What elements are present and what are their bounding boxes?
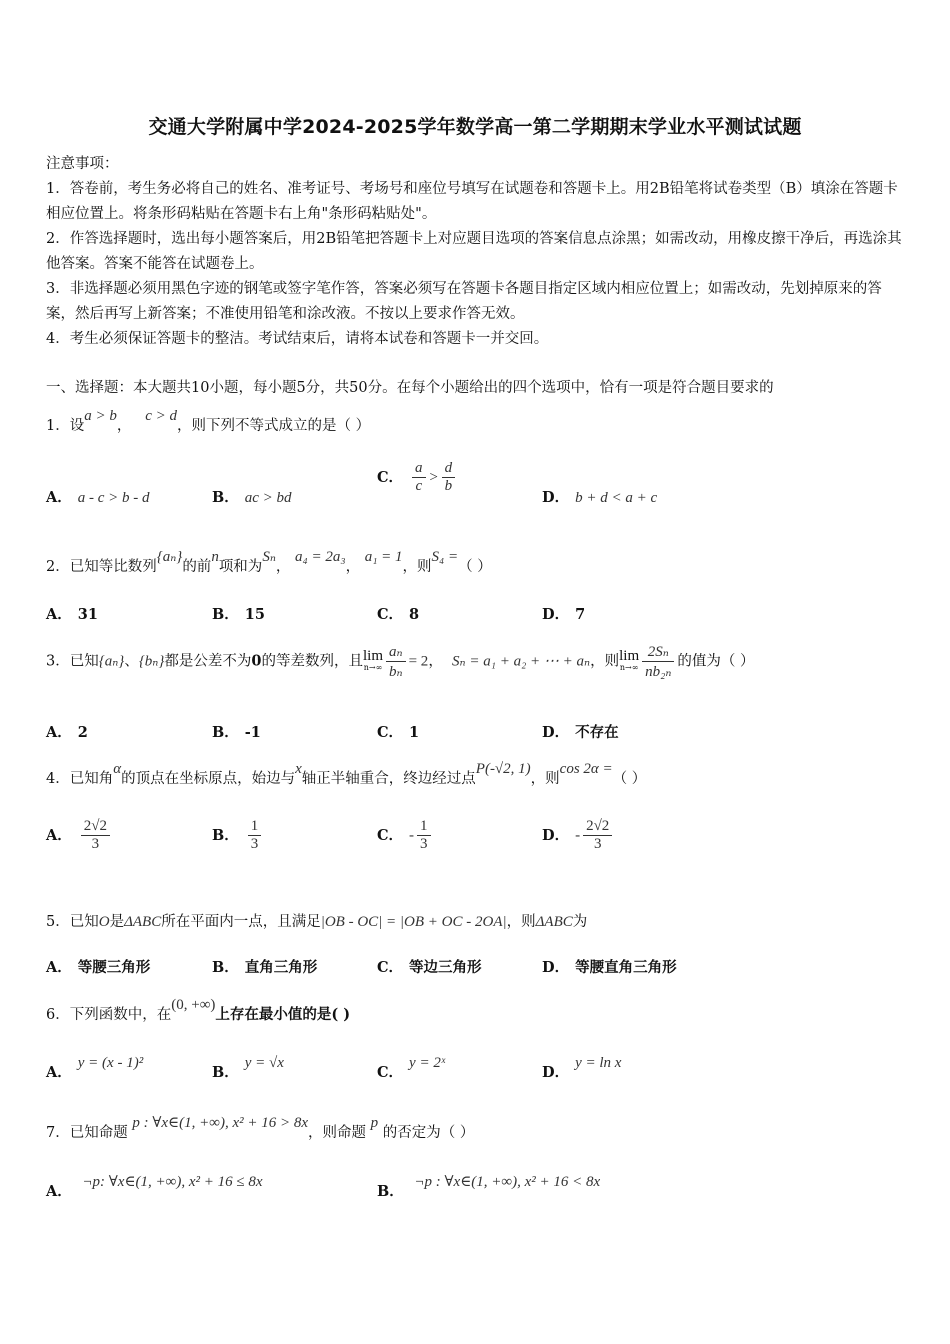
- frac-num: 2√2: [83, 818, 107, 834]
- option-label: D．: [542, 606, 570, 623]
- option-label: A．: [46, 959, 72, 976]
- option-value: 1: [409, 724, 420, 741]
- question-6: [46, 997, 351, 1024]
- option-label: D．: [542, 724, 570, 741]
- q3-zero: 0: [251, 652, 262, 670]
- q3-limsub: n→∞: [619, 662, 639, 672]
- option-label: B．: [212, 826, 239, 844]
- q2-eq2: a₁ = 1: [364, 549, 403, 565]
- notice-block: [46, 152, 908, 352]
- q6-stem: 6．下列函数中，在: [46, 1007, 172, 1023]
- q7-stem: 7．已知命题: [46, 1125, 128, 1141]
- option-value: 等边三角形: [409, 959, 482, 976]
- q6-option-c[interactable]: [377, 1055, 446, 1082]
- q1-option-a[interactable]: [46, 486, 150, 507]
- q4-point: P(-√2, 1): [475, 761, 531, 777]
- q5-option-d[interactable]: [542, 956, 677, 977]
- page-title: 交通大学附属中学2024-2025学年数学高一第二学期期末学业水平测试试题: [148, 116, 802, 138]
- q2-text: ，: [275, 559, 291, 575]
- notice-item: 1．答卷前，考生务必将自己的姓名、准考证号、考场号和座位号填写在试题卷和答题卡上。用2B铅笔将试卷类型（B）填涂在答题卡相应位置上。将条形码粘贴在答题卡右上角"条形码粘贴处"。: [46, 181, 898, 222]
- q5-text: 所在平面内一点，且满足: [161, 914, 321, 930]
- q1-option-c[interactable]: [377, 460, 458, 495]
- frac-num: 1: [250, 818, 259, 834]
- option-label: D．: [542, 1064, 570, 1081]
- question-4: [46, 761, 647, 788]
- q4-text: 的顶点在坐标原点，始边与: [121, 771, 296, 787]
- notice-item: 2．作答选择题时，选出每小题答案后，用2B铅笔把答题卡上对应题目选项的答案信息点涂黑；如需改动，用橡皮擦干净后，再选涂其他答案。答案不能答在试题卷上。: [46, 231, 902, 272]
- q3-sum: Sₙ = a₁ + a₂ + ⋯ + aₙ: [452, 653, 591, 670]
- option-value: -1: [244, 724, 261, 741]
- q2-text: 的前: [182, 559, 212, 575]
- option-label: A．: [46, 724, 72, 741]
- option-label: B．: [212, 1064, 239, 1081]
- q5-eq: |OB - OC| = |OB + OC - 2OA|: [320, 914, 507, 930]
- option-value: 31: [77, 606, 98, 623]
- q3-lim: lim: [619, 647, 640, 664]
- option-label: C．: [377, 468, 404, 486]
- option-label: A．: [46, 606, 72, 623]
- option-math: ¬p: ∀x∈(1, +∞), x² + 16 ≤ 8x: [82, 1174, 263, 1190]
- q4-stem: 4．已知角: [46, 771, 114, 787]
- option-label: B．: [212, 724, 239, 741]
- q7-p: p: [370, 1115, 379, 1131]
- q7-option-b[interactable]: [377, 1174, 601, 1201]
- q7-option-a[interactable]: [46, 1174, 263, 1201]
- q5-triangle: ΔABC: [535, 914, 573, 930]
- q4-x: x: [295, 761, 302, 777]
- option-label: B．: [212, 959, 239, 976]
- q4-option-b[interactable]: [212, 818, 264, 853]
- q6-interval: (0, +∞): [171, 997, 216, 1013]
- q3-option-b[interactable]: [212, 721, 261, 742]
- q1-tail: ，则下列不等式成立的是（ ）: [176, 418, 371, 434]
- question-5: [46, 910, 587, 931]
- option-value: 直角三角形: [244, 959, 318, 976]
- frac-den: 3: [81, 835, 110, 853]
- q4-option-a[interactable]: [46, 818, 113, 853]
- frac-den: c: [412, 477, 426, 495]
- q5-option-a[interactable]: [46, 956, 150, 977]
- option-math: ¬p : ∀x∈(1, +∞), x² + 16 < 8x: [414, 1174, 601, 1190]
- q3-an: {aₙ}: [98, 653, 125, 670]
- option-label: A．: [46, 489, 72, 506]
- q1-cond2: c > d: [145, 408, 177, 424]
- q3-stem: 3．已知: [46, 653, 99, 670]
- option-math: y = (x - 1)²: [77, 1055, 144, 1071]
- q1-cond1: a > b: [84, 408, 117, 424]
- q4-option-c[interactable]: [377, 818, 434, 853]
- option-math: y = ln x: [575, 1055, 622, 1071]
- option-value: 不存在: [575, 724, 619, 741]
- option-label: D．: [542, 959, 570, 976]
- q2-option-c[interactable]: [377, 603, 419, 624]
- q1-option-d[interactable]: [542, 486, 657, 507]
- q2-s4: S₄ =: [431, 549, 459, 565]
- option-sign: -: [409, 827, 415, 844]
- q5-option-c[interactable]: [377, 956, 482, 977]
- option-label: C．: [377, 959, 404, 976]
- option-label: C．: [377, 826, 404, 844]
- q3-text: ，: [428, 653, 443, 670]
- q3-eq1: = 2: [408, 653, 429, 670]
- frac-num: 1: [420, 818, 428, 834]
- q2-stem: 2．已知等比数列: [46, 559, 157, 575]
- option-value: 7: [575, 606, 586, 623]
- q5-stem: 5．已知: [46, 914, 99, 930]
- option-label: D．: [542, 489, 570, 506]
- frac-den: 3: [417, 835, 431, 853]
- option-math: ac > bd: [244, 490, 292, 506]
- q5-text: ，则: [506, 914, 536, 930]
- option-value: 等腰三角形: [77, 959, 151, 976]
- q2-n: n: [211, 549, 219, 565]
- q6-option-d[interactable]: [542, 1055, 622, 1082]
- q2-text: ，: [345, 559, 361, 575]
- q2-option-a[interactable]: [46, 603, 98, 624]
- q5-option-b[interactable]: [212, 956, 317, 977]
- q4-tail: （ ）: [612, 771, 647, 787]
- option-label: C．: [377, 606, 404, 623]
- q4-alpha: α: [113, 761, 122, 777]
- frac-den: 3: [583, 835, 612, 853]
- q2-text: 项和为: [218, 559, 263, 575]
- option-math: b + d < a + c: [575, 490, 658, 506]
- option-math: y = 2ˣ: [409, 1055, 446, 1071]
- q7-tail: 的否定为（ ）: [382, 1125, 475, 1141]
- q5-triangle: ΔABC: [124, 914, 162, 930]
- q5-text: 是: [109, 914, 125, 930]
- frac-num: d: [444, 460, 453, 476]
- question-2: [46, 549, 492, 576]
- q3-text: 的等差数列，且: [261, 653, 363, 670]
- option-label: D．: [542, 826, 570, 844]
- frac-num: 2Sₙ: [647, 644, 669, 660]
- q5-o: O: [98, 914, 110, 930]
- frac-den: b: [442, 477, 456, 495]
- option-math: a - c > b - d: [77, 490, 150, 506]
- q3-lim: lim: [362, 647, 383, 664]
- q7-proposition: p : ∀x∈(1, +∞), x² + 16 > 8x: [132, 1115, 309, 1131]
- q2-option-b[interactable]: [212, 603, 265, 624]
- q3-option-c[interactable]: [377, 721, 419, 742]
- frac-den: nb₂ₙ: [642, 661, 674, 681]
- option-label: C．: [377, 724, 404, 741]
- notice-heading: 注意事项：: [46, 156, 119, 172]
- q2-text: ，则: [402, 559, 432, 575]
- option-label: A．: [46, 1064, 72, 1081]
- option-label: C．: [377, 1064, 404, 1081]
- option-math: >: [428, 469, 439, 486]
- option-value: 2: [77, 724, 88, 741]
- question-1: [46, 408, 371, 435]
- q6-option-b[interactable]: [212, 1055, 284, 1082]
- q7-text: ，则命题: [308, 1125, 367, 1141]
- option-value: 15: [244, 606, 265, 623]
- q6-tail: 上存在最小值的是( ): [215, 1006, 351, 1023]
- q4-text: 轴正半轴重合，终边经过点: [301, 771, 476, 787]
- q1-stem: 1．设: [46, 418, 85, 434]
- option-label: A．: [46, 826, 72, 844]
- q3-limsub: n→∞: [363, 662, 383, 672]
- frac-den: bₙ: [386, 661, 406, 681]
- q4-cos: cos 2α =: [559, 761, 613, 777]
- q3-text: 都是公差不为: [164, 653, 252, 670]
- section-heading: 一、选择题：本大题共10小题，每小题5分，共50分。在每个小题给出的四个选项中，恰有一项是符合题目要求的: [46, 380, 774, 396]
- q2-seq: {aₙ}: [156, 549, 183, 565]
- frac-num: 2√2: [586, 818, 610, 834]
- q2-eq1: a₄ = 2a₃: [295, 549, 346, 565]
- option-label: B．: [212, 606, 239, 623]
- q6-option-a[interactable]: [46, 1055, 144, 1082]
- q3-option-a[interactable]: [46, 721, 88, 742]
- q3-tail: 的值为（ ）: [677, 653, 755, 670]
- q2-sn: Sₙ: [262, 549, 276, 565]
- notice-item: 4．考生必须保证答题卡的整洁。考试结束后，请将本试卷和答题卡一并交回。: [46, 331, 549, 347]
- question-7: [46, 1115, 475, 1142]
- q3-text: ，则: [590, 653, 620, 670]
- q2-tail: （ ）: [458, 559, 492, 575]
- question-3: [46, 642, 755, 681]
- option-math: y = √x: [244, 1055, 284, 1071]
- notice-item: 3．非选择题必须用黑色字迹的钢笔或签字笔作答，答案必须写在答题卡各题目指定区域内相应位置上；如需改动，先划掉原来的答案，然后再写上新答案；不准使用铅笔和涂改液。不按以上要求作答无效。: [46, 281, 882, 322]
- option-label: A．: [46, 1183, 72, 1200]
- option-sign: -: [575, 827, 581, 844]
- q5-tail: 为: [572, 914, 588, 930]
- frac-den: 3: [248, 835, 262, 853]
- q3-text: 、: [124, 653, 139, 670]
- option-value: 8: [409, 606, 420, 623]
- frac-num: aₙ: [389, 644, 403, 660]
- option-label: B．: [212, 489, 239, 506]
- frac-num: a: [415, 460, 423, 476]
- q4-text: ，则: [530, 771, 560, 787]
- q2-option-d[interactable]: [542, 603, 585, 624]
- q4-option-d[interactable]: [542, 818, 615, 853]
- q3-bn: {bₙ}: [138, 653, 165, 670]
- option-label: B．: [377, 1183, 404, 1200]
- option-value: 等腰直角三角形: [575, 959, 677, 976]
- q1-sep: ，: [116, 418, 132, 434]
- q1-option-b[interactable]: [212, 486, 292, 507]
- q3-option-d[interactable]: [542, 721, 619, 742]
